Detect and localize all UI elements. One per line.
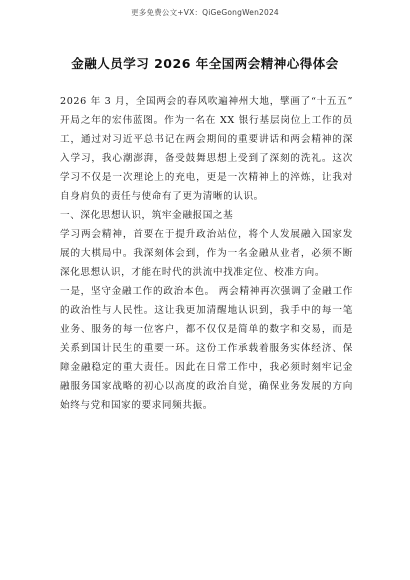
section-heading-1: 一、深化思想认识，筑牢金融报国之基 bbox=[60, 210, 234, 221]
header-note: 更多免费公文+VX：QiGeGongWen2024 bbox=[131, 8, 279, 17]
paragraph-point-1: 一是，坚守金融工作的政治本色。 两会精神再次强调了金融工作的政治性与人民性。这让我更加清醒地认识到，我手中的每一笔业务、服务的每一位客户，都不仅仅是简单的数字和交易，而是关系到国计民生的重要一环。这份工作承载着服务实体经济、保障金融稳定的重大责任。因此在日常工作中，我必须时刻牢记金融服务国家战略的初心以高度的政治自觉，确保业务发展的方向始终与党和国家的要求同频共振。 bbox=[60, 286, 353, 411]
paragraph-section-1: 学习两会精神，首要在于提升政治站位，将个人发展融入国家发展的大棋局中。我深刻体会到，作为一名金融从业者，必须不断深化思想认识，才能在时代的洪流中找准定位、校准方向。 bbox=[60, 229, 353, 278]
document-title: 金融人员学习 2026 年全国两会精神心得体会 bbox=[71, 56, 339, 71]
document-body bbox=[60, 92, 353, 415]
paragraph-intro: 2026 年 3 月，全国两会的春风吹遍神州大地，擘画了“十五五” 开局之年的宏伟蓝图。作为一名在 XX 银行基层岗位上工作的员工，通过对习近平总书记在两会期间的重要讲话和两会精神的深入学习，我心潮澎湃，备受鼓舞思想上受到了深刻的洗礼。这次学习不仅是一次理论上的充电，更是一次精神上的淬炼，让我对自身肩负的责任与使命有了更为清晰的认识。 bbox=[60, 96, 353, 202]
